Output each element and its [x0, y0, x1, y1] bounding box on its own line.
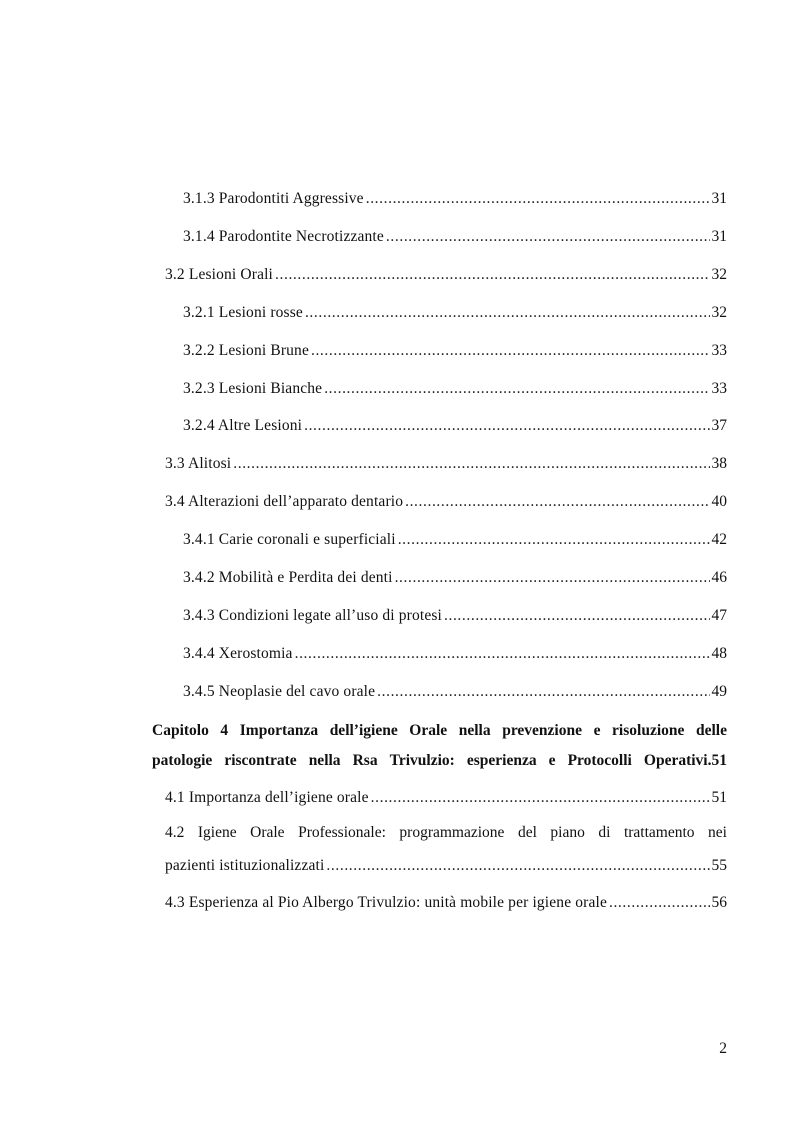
chapter-word: esperienza — [466, 752, 537, 769]
toc-entry-title: pazienti istituzionalizzati — [165, 857, 325, 874]
toc-entry-page: 40 — [711, 493, 727, 510]
toc-entry[interactable] — [183, 567, 727, 589]
toc-entry-4-2-line-2[interactable] — [165, 855, 727, 877]
toc-entry[interactable] — [165, 453, 727, 475]
toc-entry-title: 3.3 Alitosi — [165, 455, 232, 472]
toc-entry-page: 38 — [711, 455, 727, 472]
dot-leader — [326, 855, 709, 877]
dot-leader — [366, 188, 710, 210]
toc-entry[interactable] — [165, 491, 727, 513]
chapter-word: riscontrate — [224, 752, 297, 769]
toc-entry-page: 49 — [711, 683, 727, 700]
chapter-word: Importanza — [239, 722, 319, 739]
toc-entry[interactable] — [183, 226, 727, 248]
dot-leader — [405, 491, 709, 513]
toc-entry-title: 3.4.1 Carie coronali e superficiali — [183, 531, 396, 548]
toc-entry[interactable] — [183, 302, 727, 324]
toc-entry-page: 42 — [711, 531, 727, 548]
toc-entry-page: 56 — [711, 894, 727, 911]
toc-entry-page: 32 — [711, 266, 727, 283]
toc-entry-title: 3.2 Lesioni Orali — [165, 266, 274, 283]
toc-entry[interactable] — [183, 681, 727, 703]
entry-word: nei — [708, 824, 727, 841]
toc-entry-4-2[interactable] — [165, 822, 727, 844]
chapter-word: e — [548, 752, 556, 769]
toc-entry[interactable] — [183, 340, 727, 362]
dot-leader — [311, 340, 710, 362]
toc-entry-title: 4.3 Esperienza al Pio Albergo Trivulzio: unità mobile per igiene orale — [165, 894, 607, 911]
dot-leader — [398, 529, 710, 551]
toc-entry-page: 47 — [711, 607, 727, 624]
chapter-word: Orale — [409, 722, 448, 739]
toc-chapter-4-line-1[interactable] — [152, 720, 727, 742]
toc-entry-title: 3.1.3 Parodontiti Aggressive — [183, 190, 364, 207]
toc-entry-title: 3.2.4 Altre Lesioni — [183, 417, 303, 434]
toc-entry[interactable] — [183, 378, 727, 400]
entry-word: Professionale: — [298, 824, 386, 841]
dot-leader — [305, 302, 710, 324]
chapter-last-word-with-page: Operativi.51 — [643, 752, 727, 769]
toc-entry-title: 3.4.2 Mobilità e Perdita dei denti — [183, 569, 393, 586]
toc-entry-page: 33 — [711, 342, 727, 359]
chapter-word: Protocolli — [567, 752, 632, 769]
toc-entry-title: 3.2.2 Lesioni Brune — [183, 342, 309, 359]
dot-leader — [386, 226, 710, 248]
dot-leader — [609, 892, 710, 914]
dot-leader — [304, 415, 709, 437]
toc-entry-title: 3.1.4 Parodontite Necrotizzante — [183, 228, 384, 245]
dot-leader — [395, 567, 710, 589]
chapter-word: nella — [308, 752, 341, 769]
page-number: 2 — [719, 1040, 727, 1057]
dot-leader — [377, 681, 709, 703]
toc-entry-page: 55 — [711, 857, 727, 874]
entry-word: piano — [550, 824, 585, 841]
toc-entry[interactable] — [183, 605, 727, 627]
chapter-word: 4 — [220, 722, 229, 739]
entry-word: Igiene — [197, 824, 237, 841]
chapter-word: patologie — [152, 752, 213, 769]
chapter-word: delle — [695, 722, 727, 739]
toc-entry-title: 3.4.4 Xerostomia — [183, 645, 293, 662]
dot-leader — [295, 643, 710, 665]
toc-entry[interactable] — [165, 787, 727, 809]
toc-entry[interactable] — [183, 643, 727, 665]
chapter-word: Capitolo — [152, 722, 209, 739]
chapter-word: Rsa — [352, 752, 378, 769]
toc-entry-page: 31 — [711, 190, 727, 207]
chapter-word: nella — [458, 722, 491, 739]
chapter-word: e — [593, 722, 601, 739]
dot-leader — [233, 453, 709, 475]
toc-entry-page: 48 — [711, 645, 727, 662]
toc-entry-title: 4.1 Importanza dell’igiene orale — [165, 789, 369, 806]
dot-leader — [324, 378, 709, 400]
entry-word: del — [517, 824, 537, 841]
chapter-word: dell’igiene — [329, 722, 398, 739]
toc-entry[interactable] — [183, 529, 727, 551]
toc-entry[interactable] — [183, 188, 727, 210]
toc-chapter-page: 51 — [711, 752, 727, 769]
chapter-word: Trivulzio: — [389, 752, 455, 769]
toc-entry-page: 32 — [711, 304, 727, 321]
toc-entry[interactable] — [183, 415, 727, 437]
toc-entry-title: 3.4.3 Condizioni legate all’uso di protesi — [183, 607, 442, 624]
toc-entry[interactable] — [165, 892, 727, 914]
toc-chapter-4-line-2[interactable] — [152, 750, 727, 772]
dot-leader — [371, 787, 710, 809]
toc-entry-title: 3.2.1 Lesioni rosse — [183, 304, 303, 321]
toc-entry-page: 46 — [711, 569, 727, 586]
dot-leader — [444, 605, 710, 627]
toc-entry-title: 3.4.5 Neoplasie del cavo orale — [183, 683, 376, 700]
toc-entry-page: 51 — [711, 789, 727, 806]
dot-leader — [275, 264, 709, 286]
toc-entry-title: 3.4 Alterazioni dell’apparato dentario — [165, 493, 404, 510]
toc-entry-line-1 — [165, 822, 727, 844]
toc-entry-page: 33 — [711, 380, 727, 397]
entry-word: programmazione — [399, 824, 505, 841]
entry-word: di — [598, 824, 611, 841]
toc-entry[interactable] — [165, 264, 727, 286]
chapter-word: risoluzione — [612, 722, 685, 739]
toc-entry-page: 37 — [711, 417, 727, 434]
toc-entry-page: 31 — [711, 228, 727, 245]
toc-entry-title: 3.2.3 Lesioni Bianche — [183, 380, 323, 397]
entry-word: Orale — [250, 824, 285, 841]
chapter-word: prevenzione — [502, 722, 582, 739]
entry-word: trattamento — [623, 824, 695, 841]
entry-word: 4.2 — [165, 824, 185, 841]
